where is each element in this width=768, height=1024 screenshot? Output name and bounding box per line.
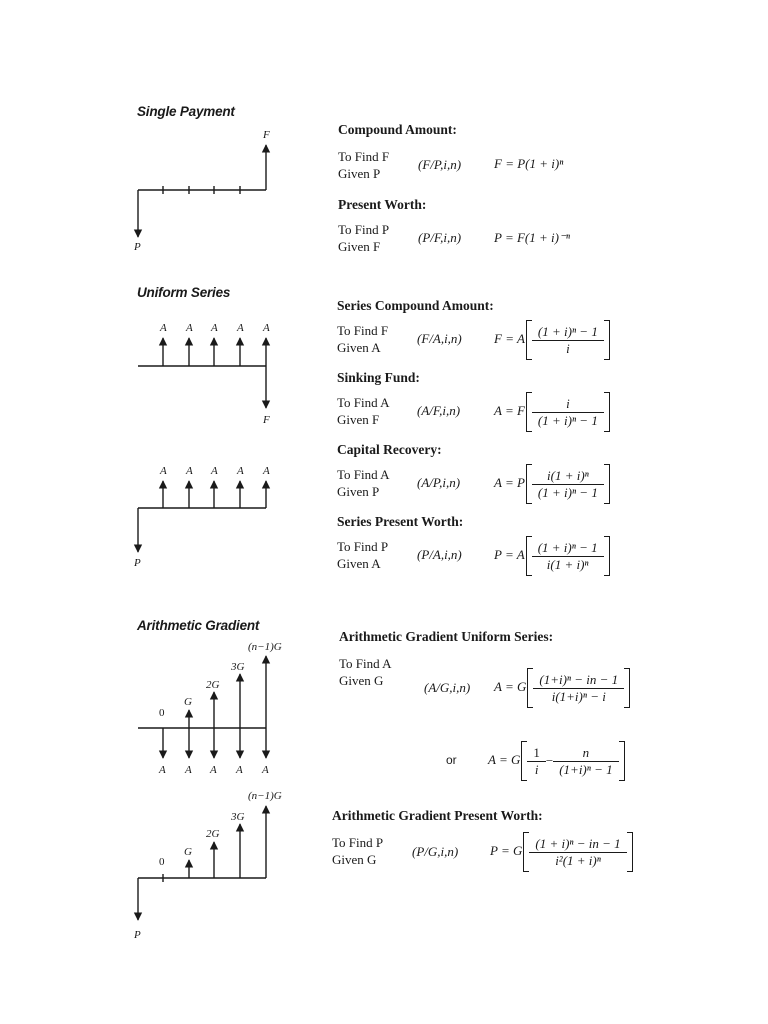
or-label: or [446, 753, 457, 767]
fraction [532, 468, 604, 501]
gradient-label-2g: 2G [206, 828, 220, 840]
fraction [532, 540, 604, 573]
formula-lhs: A = P [494, 474, 525, 490]
annuity-label: A [263, 465, 270, 477]
compound-amount-heading: Compound Amount: [338, 122, 457, 137]
gradient-label-n-1g: (n−1)G [248, 641, 282, 653]
annuity-label: A [159, 764, 166, 776]
numerator: n [553, 745, 618, 762]
gradient-label-2g: 2G [206, 679, 220, 691]
gradient-uniform-factor: (A/G,i,n) [424, 680, 471, 695]
given-label: Given F [338, 239, 381, 254]
compound-amount-formula: F = P(1 + i)ⁿ [494, 156, 564, 171]
annuity-label: A [237, 465, 244, 477]
gradient-present-worth-heading: Arithmetic Gradient Present Worth: [332, 808, 543, 823]
formula-lhs: A = G [494, 678, 527, 694]
denominator: (1 + i)ⁿ − 1 [537, 412, 598, 428]
numerator: (1 + i)ⁿ − in − 1 [529, 836, 626, 853]
capital-recovery-to-find [337, 466, 390, 500]
gradient-label-0: 0 [159, 707, 165, 719]
annuity-label: A [210, 764, 217, 776]
section-title-arithmetic-gradient: Arithmetic Gradient [137, 618, 260, 633]
gradient-uniform-diagram [138, 656, 266, 758]
to-find-label: To Find F [338, 149, 390, 164]
gradient-uniform-alt-formula [488, 741, 625, 781]
right-bracket [604, 464, 610, 504]
gradient-uniform-formula [494, 668, 630, 708]
gradient-present-diagram [138, 806, 266, 920]
numerator: (1 + i)ⁿ − 1 [532, 540, 604, 557]
given-label: Given F [337, 412, 380, 427]
given-label: Given A [337, 556, 381, 571]
annuity-label: A [211, 322, 218, 334]
series-present-worth-to-find [337, 538, 388, 572]
annuity-label: A [236, 764, 243, 776]
formula-lhs: A = F [494, 402, 525, 418]
present-worth-heading: Present Worth: [338, 197, 427, 212]
gradient-present-worth-formula [490, 832, 633, 872]
sinking-fund-to-find [337, 394, 390, 428]
series-present-worth-heading: Series Present Worth: [337, 514, 464, 529]
gradient-label-g: G [184, 846, 192, 858]
compound-amount-to-find [338, 148, 389, 182]
numerator: i(1 + i)ⁿ [532, 468, 604, 485]
annuity-label: A [237, 322, 244, 334]
formula-lhs: P = G [490, 842, 523, 858]
present-worth-factor: (P/F,i,n) [418, 230, 462, 245]
numerator: (1 + i)ⁿ − 1 [532, 324, 604, 341]
formula-lhs: F = A [494, 330, 525, 346]
single-payment-diagram [138, 145, 266, 237]
sinking-fund-heading: Sinking Fund: [337, 370, 420, 385]
capital-recovery-factor: (A/P,i,n) [417, 475, 461, 490]
to-find-label: To Find P [337, 539, 389, 554]
annuity-label: A [262, 764, 269, 776]
section-title-single-payment: Single Payment [137, 104, 235, 119]
fraction [533, 672, 624, 705]
annuity-label: A [263, 322, 270, 334]
given-label: Given A [337, 340, 381, 355]
given-label: Given P [338, 166, 381, 181]
given-label: Given G [339, 673, 384, 688]
denominator: (1+i)ⁿ − 1 [559, 761, 613, 777]
gradient-label-3g: 3G [231, 811, 245, 823]
numerator: (1+i)ⁿ − in − 1 [533, 672, 624, 689]
given-label: Given G [332, 852, 377, 867]
present-worth-formula: P = F(1 + i)⁻ⁿ [494, 230, 570, 245]
right-bracket [624, 668, 630, 708]
series-present-worth-formula [494, 536, 610, 576]
to-find-label: To Find A [337, 467, 390, 482]
right-bracket [604, 320, 610, 360]
gradient-uniform-to-find [339, 655, 392, 689]
sinking-fund-factor: (A/F,i,n) [417, 403, 461, 418]
to-find-label: To Find F [337, 323, 389, 338]
gradient-present-worth-to-find [332, 834, 383, 868]
gradient-label-n-1g: (n−1)G [248, 790, 282, 802]
right-bracket [619, 741, 625, 781]
fraction [529, 836, 626, 869]
uniform-series-p-label: P [134, 557, 141, 569]
annuity-label: A [186, 322, 193, 334]
single-payment-p-label: P [134, 241, 141, 253]
minus-sign: − [545, 753, 554, 768]
gradient-present-p-label: P [134, 929, 141, 941]
uniform-series-f-label: F [263, 414, 270, 426]
series-compound-amount-heading: Series Compound Amount: [337, 298, 494, 313]
annuity-label: A [186, 465, 193, 477]
annuity-label: A [160, 322, 167, 334]
gradient-label-0: 0 [159, 856, 165, 868]
right-bracket [627, 832, 633, 872]
to-find-label: To Find P [332, 835, 384, 850]
numerator: i [532, 396, 604, 413]
to-find-label: To Find P [338, 222, 390, 237]
given-label: Given P [337, 484, 380, 499]
series-compound-to-find [337, 322, 388, 356]
gradient-label-g: G [184, 696, 192, 708]
gradient-uniform-heading: Arithmetic Gradient Uniform Series: [339, 629, 554, 644]
denominator: i(1+i)ⁿ − i [551, 688, 606, 704]
capital-recovery-heading: Capital Recovery: [337, 442, 442, 457]
right-bracket [604, 536, 610, 576]
capital-recovery-formula [494, 464, 610, 504]
fraction [532, 324, 604, 357]
fraction [527, 745, 546, 778]
formula-lhs: P = A [494, 546, 525, 562]
present-worth-to-find [338, 221, 389, 255]
annuity-label: A [211, 465, 218, 477]
denominator: i²(1 + i)ⁿ [555, 852, 601, 868]
compound-amount-factor: (F/P,i,n) [418, 157, 462, 172]
gradient-label-3g: 3G [231, 661, 245, 673]
numerator: 1 [527, 745, 546, 762]
series-compound-factor: (F/A,i,n) [417, 331, 462, 346]
uniform-series-present-diagram [138, 481, 266, 552]
formula-lhs: A = G [488, 751, 521, 767]
right-bracket [604, 392, 610, 432]
fraction [553, 745, 618, 778]
denominator: (1 + i)ⁿ − 1 [537, 484, 598, 500]
gradient-present-worth-factor: (P/G,i,n) [412, 844, 459, 859]
uniform-series-future-diagram [138, 338, 266, 408]
single-payment-f-label: F [263, 129, 270, 141]
section-title-uniform-series: Uniform Series [137, 285, 231, 300]
to-find-label: To Find A [337, 395, 390, 410]
annuity-label: A [185, 764, 192, 776]
sinking-fund-formula [494, 392, 610, 432]
series-present-worth-factor: (P/A,i,n) [417, 547, 462, 562]
to-find-label: To Find A [339, 656, 392, 671]
denominator: i(1 + i)ⁿ [546, 556, 589, 572]
series-compound-formula [494, 320, 610, 360]
annuity-label: A [160, 465, 167, 477]
denominator: i [534, 761, 539, 777]
fraction [532, 396, 604, 429]
denominator: i [566, 340, 570, 356]
